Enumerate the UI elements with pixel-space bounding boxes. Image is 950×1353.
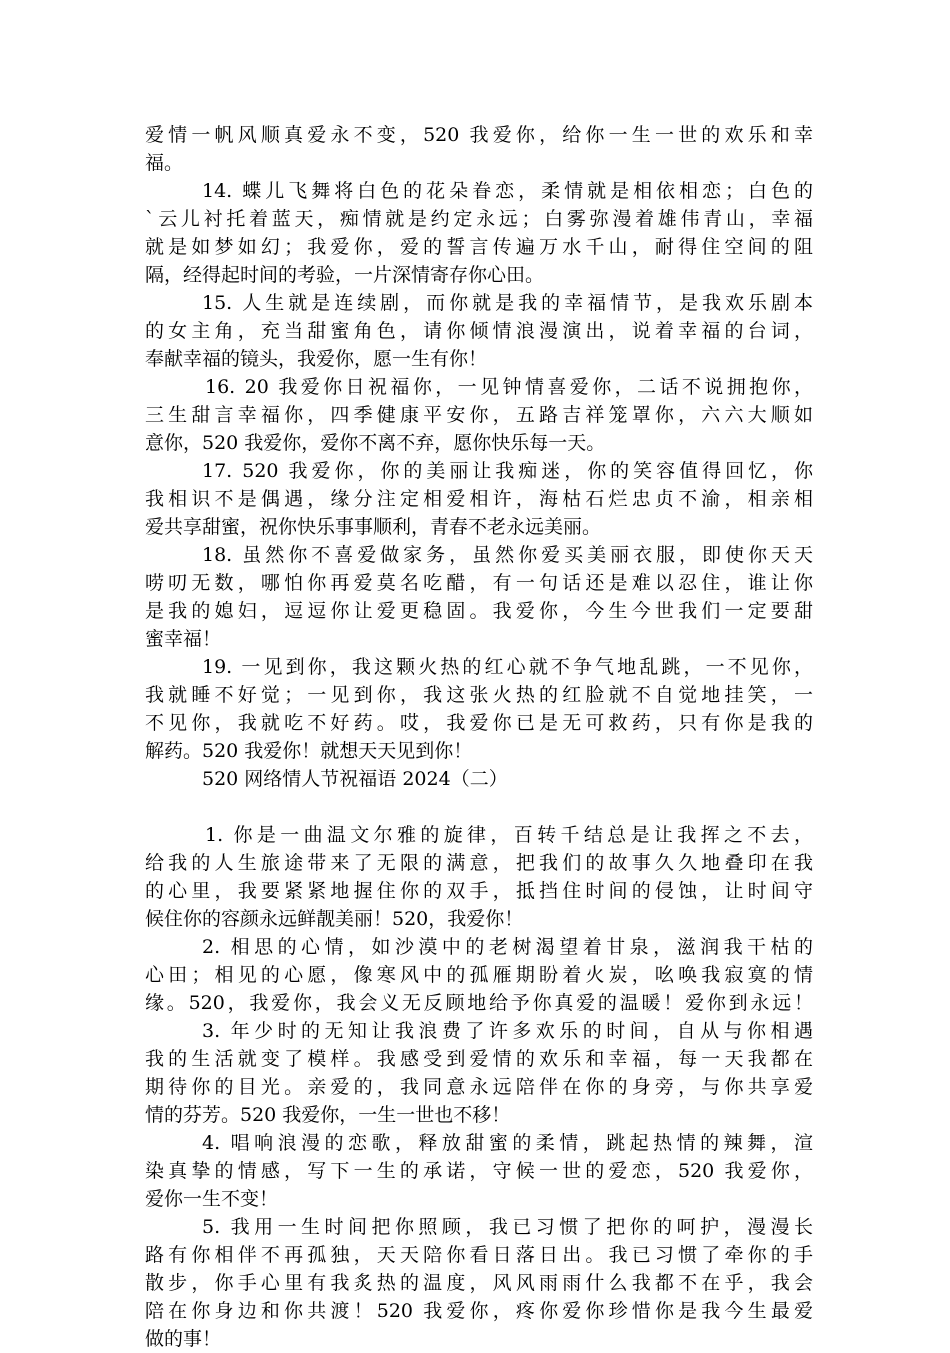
list-item-17: 17. 520 我爱你，你的美丽让我痴迷，你的笑容值得回忆，你 bbox=[202, 460, 813, 482]
text-line: 散步，你手心里有我炙热的温度，风风雨雨什么我都不在乎，我会 bbox=[145, 1272, 813, 1294]
text-line: 福。 bbox=[145, 152, 184, 174]
list-item-18: 18. 虽然你不喜爱做家务，虽然你爱买美丽衣服，即使你天天 bbox=[202, 544, 813, 566]
text-line: 解药。520 我爱你！就想天天见到你！ bbox=[145, 740, 473, 762]
text-line: 给我的人生旅途带来了无限的满意，把我们的故事久久地叠印在我 bbox=[145, 852, 813, 874]
list-item-15: 15. 人生就是连续剧，而你就是我的幸福情节，是我欢乐剧本 bbox=[202, 292, 813, 314]
text-line: 情的芬芳。520 我爱你，一生一世也不移！ bbox=[145, 1104, 511, 1126]
text-line: 的心里，我要紧紧地握住你的双手，抵挡住时间的侵蚀，让时间守 bbox=[145, 880, 813, 902]
text-line: 我相识不是偶遇，缘分注定相爱相许，海枯石烂忠贞不渝，相亲相 bbox=[145, 488, 813, 510]
text-line: 不见你，我就吃不好药。哎，我爱你已是无可救药，只有你是我的 bbox=[145, 712, 813, 734]
text-line: 的女主角，充当甜蜜角色，请你倾情浪漫演出，说着幸福的台词， bbox=[145, 320, 813, 342]
text-line: 缘。520，我爱你，我会义无反顾地给予你真爱的温暖！爱你到永远！ bbox=[145, 992, 813, 1014]
list-item-3: 3. 年少时的无知让我浪费了许多欢乐的时间，自从与你相遇 bbox=[202, 1020, 813, 1042]
text-line: 陪在你身边和你共渡！520 我爱你，疼你爱你珍惜你是我今生最爱 bbox=[145, 1300, 813, 1322]
list-item-1: 1. 你是一曲温文尔雅的旋律，百转千结总是让我挥之不去， bbox=[205, 824, 813, 846]
list-item-19: 19. 一见到你，我这颗火热的红心就不争气地乱跳，一不见你， bbox=[202, 656, 813, 678]
text-line: 期待你的目光。亲爱的，我同意永远陪伴在你的身旁，与你共享爱 bbox=[145, 1076, 813, 1098]
list-item-14: 14. 蝶儿飞舞将白色的花朵眷恋，柔情就是相依相恋；白色的 bbox=[202, 180, 813, 202]
text-line: 路有你相伴不再孤独，天天陪你看日落日出。我已习惯了牵你的手 bbox=[145, 1244, 813, 1266]
text-line: 我就睡不好觉；一见到你，我这张火热的红脸就不自觉地挂笑，一 bbox=[145, 684, 813, 706]
text-line: 奉献幸福的镜头，我爱你，愿一生有你！ bbox=[145, 348, 488, 370]
text-line: 唠叨无数，哪怕你再爱莫名吃醋，有一句话还是难以忍住，谁让你 bbox=[145, 572, 813, 594]
text-line: 蜜幸福！ bbox=[145, 628, 222, 650]
text-line: 候住你的容颜永远鲜靓美丽！520，我爱你！ bbox=[145, 908, 524, 930]
text-line: 做的事！ bbox=[145, 1328, 222, 1350]
list-item-5: 5. 我用一生时间把你照顾，我已习惯了把你的呵护，漫漫长 bbox=[202, 1216, 813, 1238]
section-heading: 520 网络情人节祝福语 2024（二） bbox=[202, 768, 508, 790]
text-line: 爱情一帆风顺真爱永不变，520 我爱你，给你一生一世的欢乐和幸 bbox=[145, 124, 813, 146]
text-line: 意你，520 我爱你，爱你不离不弃，愿你快乐每一天。 bbox=[145, 432, 606, 454]
text-line: 染真挚的情感，写下一生的承诺，守候一世的爱恋，520 我爱你， bbox=[145, 1160, 813, 1182]
text-line: 爱共享甜蜜，祝你快乐事事顺利，青春不老永远美丽。 bbox=[145, 516, 602, 538]
text-line: 我的生活就变了模样。我感受到爱情的欢乐和幸福，每一天我都在 bbox=[145, 1048, 813, 1070]
text-line: 隔，经得起时间的考验，一片深情寄存你心田。 bbox=[145, 264, 545, 286]
list-item-4: 4. 唱响浪漫的恋歌，释放甜蜜的柔情，跳起热情的辣舞，渲 bbox=[202, 1132, 813, 1154]
text-line: 是我的媳妇，逗逗你让爱更稳固。我爱你，今生今世我们一定要甜 bbox=[145, 600, 813, 622]
document-body bbox=[145, 121, 813, 1353]
blank-line bbox=[145, 793, 813, 821]
text-line: 就是如梦如幻；我爱你，爱的誓言传遍万水千山，耐得住空间的阻 bbox=[145, 236, 813, 258]
list-item-2: 2. 相思的心情，如沙漠中的老树渴望着甘泉，滋润我干枯的 bbox=[202, 936, 813, 958]
text-line: `云儿衬托着蓝天，痴情就是约定永远；白雾弥漫着雄伟青山，幸福 bbox=[145, 208, 813, 230]
list-item-16: 16. 20 我爱你日祝福你，一见钟情喜爱你，二话不说拥抱你， bbox=[205, 376, 813, 398]
text-line: 三生甜言幸福你，四季健康平安你，五路吉祥笼罩你，六六大顺如 bbox=[145, 404, 813, 426]
text-line: 爱你一生不变！ bbox=[145, 1188, 279, 1210]
text-line: 心田；相见的心愿，像寒风中的孤雁期盼着火炭，吆唤我寂寞的情 bbox=[145, 964, 813, 986]
